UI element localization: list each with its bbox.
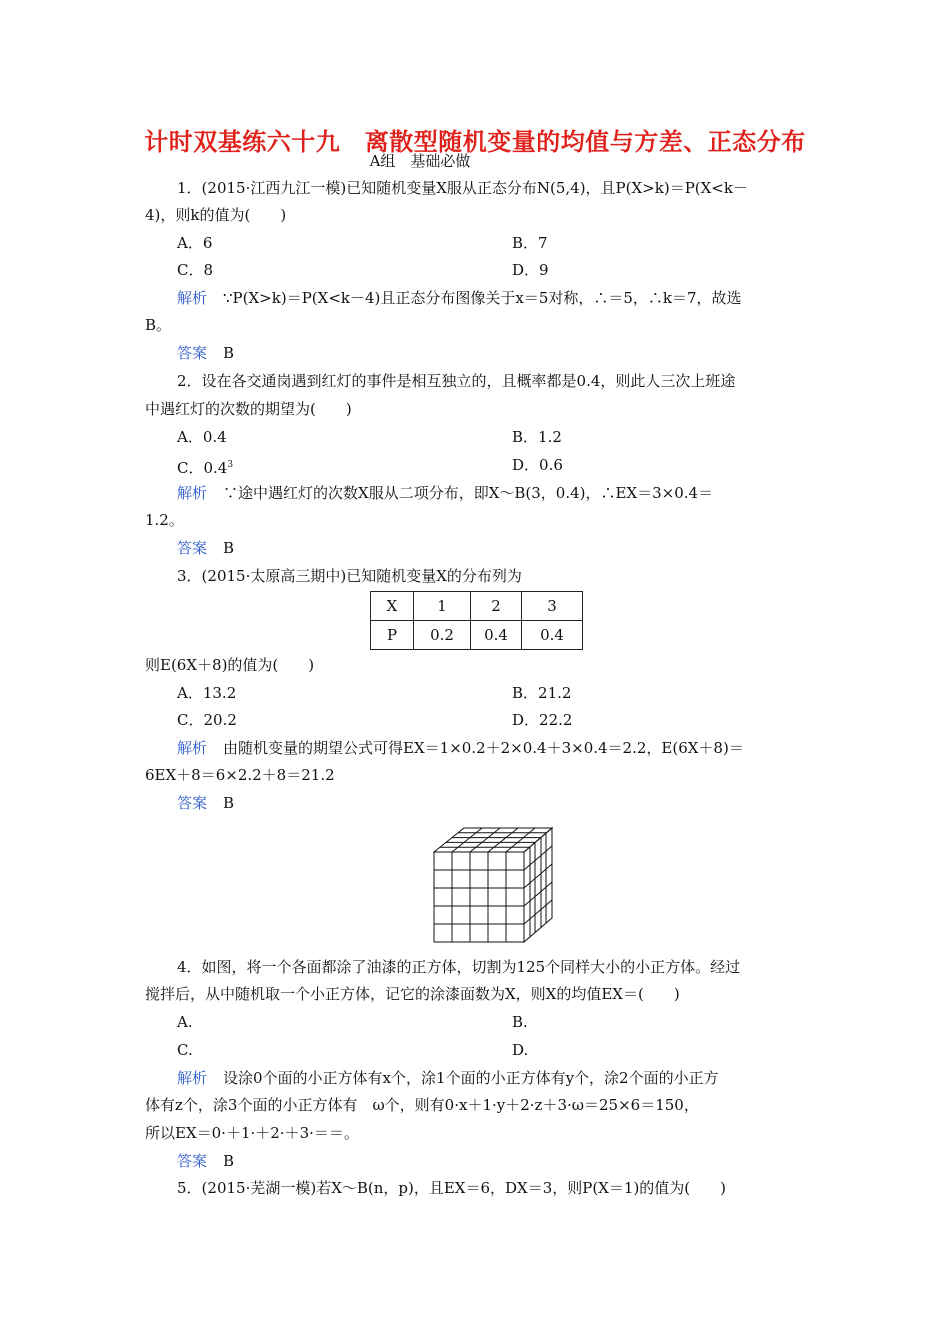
solution-label: 解析 — [177, 484, 208, 502]
q4-stem-line1: 4．如图，将一个各面都涂了油漆的正方体，切割为125个同样大小的小正方体。经过 — [177, 958, 741, 976]
table-cell: 2 — [471, 592, 522, 621]
q4-option-d: D. — [512, 1041, 529, 1059]
answer-label: 答案 — [177, 1152, 208, 1170]
q2-solution-line1 — [177, 483, 842, 503]
q1-answer-value: B — [223, 344, 235, 362]
table-row — [371, 621, 583, 650]
q1-solution-line2: B。 — [145, 316, 172, 334]
q2-answer — [177, 538, 842, 558]
answer-label: 答案 — [177, 344, 208, 362]
q1-stem-line1: 1．(2015·江西九江一模)已知随机变量X服从正态分布N(5,4)，且P(X>k)＝P(X<k－ — [177, 179, 748, 197]
q2-solution-text: ∵途中遇红灯的次数X服从二项分布，即X～B(3，0.4)，∴EX＝3×0.4＝ — [223, 484, 714, 502]
q1-option-a: A．6 — [177, 234, 213, 252]
q2-option-b: B．1.2 — [512, 428, 562, 446]
q4-solution-line2: 体有z个，涂3个面的小正方体有 ω个，则有0·x＋1·y＋2·z＋3·ω＝25×6＝150， — [145, 1096, 699, 1114]
q3-option-c: C．20.2 — [177, 711, 237, 729]
q3-option-a: A．13.2 — [177, 684, 237, 702]
q4-answer — [177, 1151, 842, 1171]
section-subtitle: A组 基础必做 — [369, 152, 471, 170]
q3-answer — [177, 793, 842, 813]
q3-stem-line1: 3．(2015·太原高三期中)已知随机变量X的分布列为 — [177, 567, 522, 585]
q4-solution-line3: 所以EX＝0·＋1·＋2·＋3·＝＝。 — [145, 1124, 359, 1142]
q1-option-d: D．9 — [512, 261, 549, 279]
page-title: 计时双基练六十九 离散型随机变量的均值与方差、正态分布 — [144, 128, 806, 156]
solution-label: 解析 — [177, 739, 208, 757]
table-cell: X — [371, 592, 414, 621]
q1-answer — [177, 343, 842, 363]
q2-answer-value: B — [223, 539, 235, 557]
q3-option-b: B．21.2 — [512, 684, 572, 702]
table-cell: 3 — [522, 592, 583, 621]
q4-solution-text: 设涂0个面的小正方体有x个，涂1个面的小正方体有y个，涂2个面的小正方 — [223, 1069, 719, 1087]
q2-stem-line1: 2．设在各交通岗遇到红灯的事件是相互独立的，且概率都是0.4，则此人三次上班途 — [177, 372, 736, 390]
q3-solution-line1 — [177, 738, 842, 758]
q2-solution-line2: 1.2。 — [145, 511, 184, 529]
q4-stem-line2: 搅拌后，从中随机取一个小正方体，记它的涂漆面数为X，则X的均值EX＝( ) — [145, 985, 680, 1003]
solution-label: 解析 — [177, 1069, 208, 1087]
q4-answer-value: B — [223, 1152, 235, 1170]
table-row — [371, 592, 583, 621]
q1-stem-line2: 4)，则k的值为( ) — [145, 206, 287, 224]
q4-option-b: B. — [512, 1013, 528, 1031]
q3-option-d: D．22.2 — [512, 711, 573, 729]
q1-solution-line1 — [177, 288, 842, 308]
answer-label: 答案 — [177, 794, 208, 812]
q5-stem-line1: 5．(2015·芜湖一模)若X～B(n，p)，且EX＝6，DX＝3，则P(X＝1)的值为( ) — [177, 1179, 727, 1197]
table-cell: 0.4 — [471, 621, 522, 650]
q3-answer-value: B — [223, 794, 235, 812]
table-cell: 0.2 — [414, 621, 471, 650]
q2-option-c-exponent: 3 — [227, 460, 234, 470]
q2-option-d: D．0.6 — [512, 456, 563, 474]
q2-option-c — [177, 455, 233, 478]
distribution-table — [370, 591, 583, 650]
q1-solution-text: ∵P(X>k)＝P(X<k－4)且正态分布图像关于x＝5对称，∴＝5，∴k＝7，故选 — [223, 289, 742, 307]
table-cell: 0.4 — [522, 621, 583, 650]
q3-solution-line2: 6EX＋8＝6×2.2＋8＝21.2 — [145, 766, 335, 784]
q2-option-c-text: C．0.4 — [177, 459, 228, 477]
solution-label: 解析 — [177, 289, 208, 307]
q4-option-a: A. — [177, 1013, 193, 1031]
q3-stem-line2: 则E(6X＋8)的值为( ) — [145, 656, 315, 674]
q1-option-b: B．7 — [512, 234, 548, 252]
cube-figure — [432, 826, 554, 944]
q2-option-a: A．0.4 — [177, 428, 227, 446]
answer-label: 答案 — [177, 539, 208, 557]
q2-stem-line2: 中遇红灯的次数的期望为( ) — [145, 400, 352, 418]
table-cell: P — [371, 621, 414, 650]
q3-solution-text: 由随机变量的期望公式可得EX＝1×0.2＋2×0.4＋3×0.4＝2.2，E(6X＋8)＝ — [223, 739, 744, 757]
q1-option-c: C．8 — [177, 261, 214, 279]
q4-option-c: C. — [177, 1041, 193, 1059]
table-cell: 1 — [414, 592, 471, 621]
q4-solution-line1 — [177, 1068, 842, 1088]
